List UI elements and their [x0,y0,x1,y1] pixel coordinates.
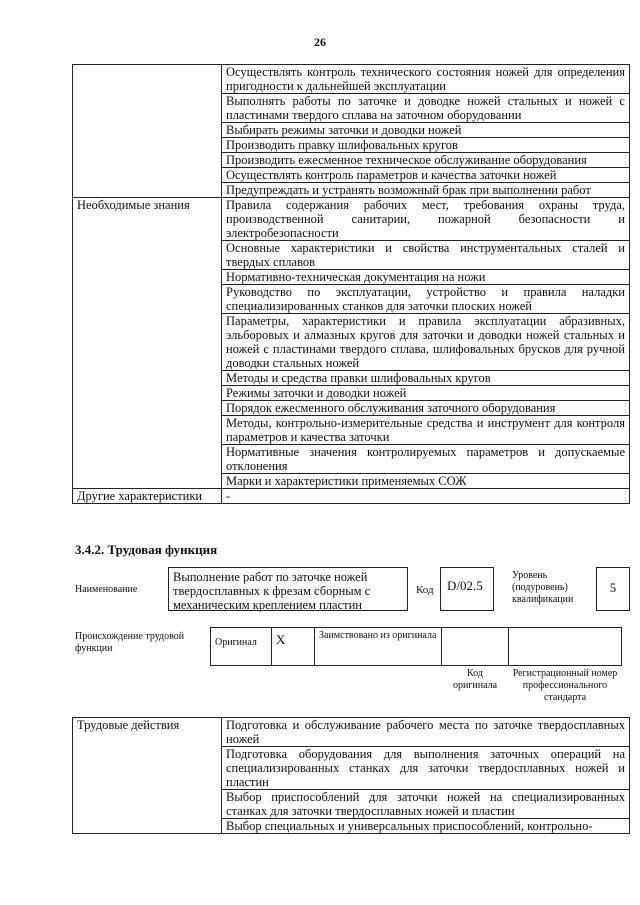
name-label: Наименование [75,584,138,595]
action-row: Выбор приспособлений для заточки ножей на специализированных станках для заточки твердосплавных ножей и пластин [222,790,630,819]
reg-number-cell [509,628,622,666]
skill-row: Осуществлять контроль параметров и качества заточки ножей [222,168,630,183]
skill-row: Осуществлять контроль технического состояния ножей для определения пригодности к дальнейшей эксплуатации [222,65,630,94]
original-label: Оригинал [211,628,272,666]
knowledge-row: Нормативно-техническая документация на ножи [222,270,630,285]
code-label: Код [416,584,434,596]
knowledge-row: Основные характеристики и свойства инструментальных сталей и твердых сплавов [222,241,630,270]
function-code: D/02.5 [440,567,494,611]
knowledge-row: Методы, контрольно-измерительные средства и инструмент для контроля параметров и качества заточки [222,416,630,445]
borrowed-label: Заимствовано из оригинала [315,628,442,666]
action-row: Подготовка оборудования для выполнения заточных операций на специализированных станках для заточки твердосплавных ножей и пластин [222,747,630,790]
knowledge-row: Режимы заточки и доводки ножей [222,386,630,401]
skill-row: Производить ежесменное техническое обслуживание оборудования [222,153,630,168]
actions-label: Трудовые действия [73,718,222,834]
knowledge-row: Правила содержания рабочих мест, требования охраны труда, производственной санитарии, пожарной безопасности и электробезопасности [222,198,630,241]
action-row: Подготовка и обслуживание рабочего места по заточке твердосплавных ножей [222,718,630,747]
skill-row: Выбирать режимы заточки и доводки ножей [222,123,630,138]
knowledge-row: Марки и характеристики применяемых СОЖ [222,474,630,489]
section-title: 3.4.2. Трудовая функция [75,542,218,557]
skills-label-cell [73,65,222,198]
skill-row: Выполнять работы по заточке и доводке ножей стальных и ножей с пластинами твердого сплава на заточном оборудовании [222,94,630,123]
knowledge-row: Методы и средства правки шлифовальных кругов [222,371,630,386]
action-row: Выбор специальных и универсальных приспособлений, контрольно- [222,819,630,834]
knowledge-label: Необходимые знания [73,198,222,489]
knowledge-row: Порядок ежесменного обслуживания заточного оборудования [222,401,630,416]
page-number: 26 [314,35,326,49]
function-name: Выполнение работ по заточке ножей твердосплавных к фрезам сборным с механическим креплением пластин [168,567,408,611]
reg-number-caption: Регистрационный номер профессионального стандарта [512,668,618,703]
knowledge-row: Нормативные значения контролируемых параметров и допускаемые отклонения [222,445,630,474]
level-label: Уровень (подуровень) квалификации [512,570,574,605]
other-label: Другие характеристики [73,489,222,504]
code-original-caption: Код оригинала [452,668,498,691]
origin-table [210,627,622,706]
code-original-cell [442,628,509,666]
knowledge-row: Параметры, характеристики и правила эксплуатации абразивных, эльборовых и алмазных кругов для заточки и доводки ножей стальных и ножей с пластинами твердого сплава, шлифовальных брусков для ручной доводки стальных ножей [222,314,630,371]
origin-label: Происхождение трудовой функции [75,631,185,654]
actions-table [72,717,630,834]
skill-row: Предупреждать и устранять возможный брак при выполнении работ [222,183,630,198]
level-value: 5 [596,567,630,611]
original-mark: X [272,628,315,666]
skills-knowledge-table [72,64,630,504]
skill-row: Производить правку шлифовальных кругов [222,138,630,153]
knowledge-row: Руководство по эксплуатации, устройство и правила наладки специализированных станков для заточки плоских ножей [222,285,630,314]
other-value: - [222,489,630,504]
